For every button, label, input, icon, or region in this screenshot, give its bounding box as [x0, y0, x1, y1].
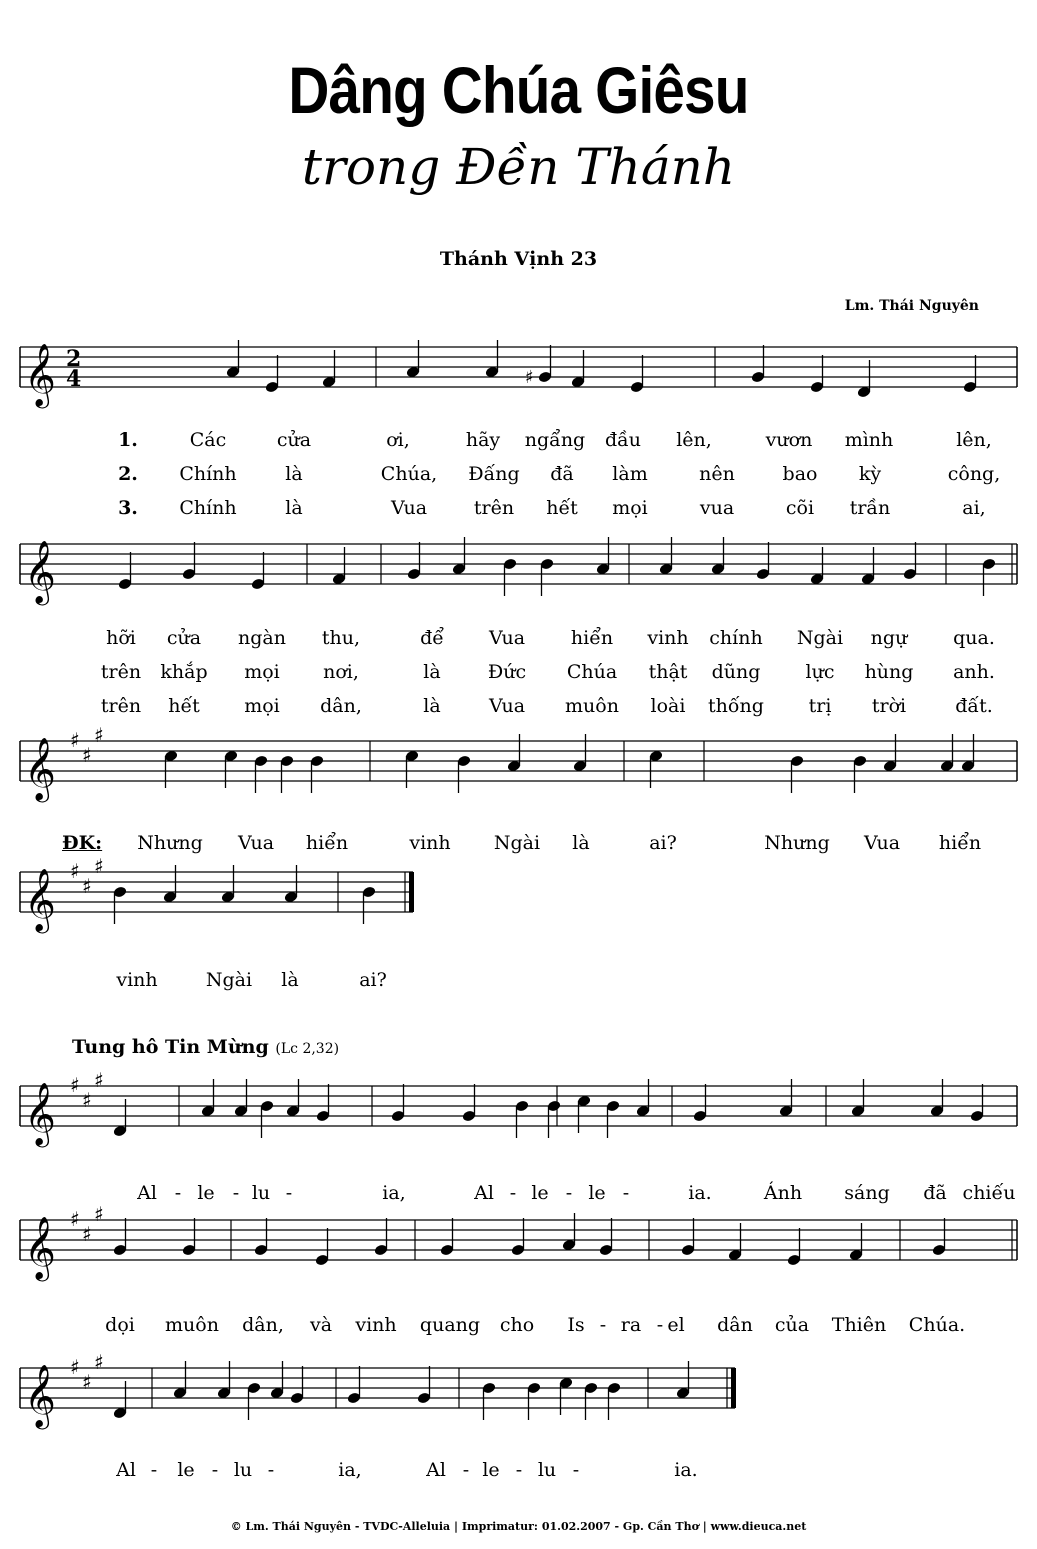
acclamation-line3-word: ia. — [674, 1459, 698, 1481]
acclamation-line2-word: vinh — [355, 1314, 397, 1336]
verse1-line2-word: chính — [709, 627, 763, 649]
verse2-line2-word: dũng — [711, 661, 761, 683]
acclamation-line2-word: dọi — [105, 1314, 135, 1336]
sharp-icon: ♯ — [82, 874, 92, 898]
verse1-line1-word: ơi, — [386, 429, 410, 451]
acclamation-line3-word: lu — [233, 1459, 253, 1481]
acclamation-line1-word: Al — [137, 1182, 157, 1204]
verse1-line1-word: lên, — [676, 429, 712, 451]
sharp-icon: ♯ — [70, 728, 80, 752]
acclamation-line3-word: - — [211, 1459, 219, 1481]
acclamation-line1-word: lu — [251, 1182, 271, 1204]
sharp-icon: ♯ — [70, 1355, 80, 1379]
refrain-label: ĐK: — [62, 832, 103, 854]
staff-system-1 — [0, 317, 1037, 417]
verse2-line2-word: khắp — [160, 661, 208, 683]
verse3-line2-word: hết — [168, 695, 200, 717]
verse1-line1-word: đầu — [604, 429, 642, 451]
refrain-line1-word: Vua — [237, 832, 275, 854]
acclamation-line1-word: le — [197, 1182, 215, 1204]
verse1-line2-word: để — [420, 627, 444, 649]
composer: Lm. Thái Nguyên — [844, 298, 979, 314]
acclamation-line3-word: - — [572, 1459, 580, 1481]
acclamation-line1-word: Al — [474, 1182, 494, 1204]
refrain-line1-word: hiển — [938, 832, 982, 854]
sharp-icon: ♯ — [94, 1350, 104, 1374]
sharp-icon: ♯ — [94, 854, 104, 878]
staff-system-7 — [0, 1338, 1037, 1438]
verse3-line2-word: đất. — [955, 695, 993, 717]
verse1-line2-word: thu, — [321, 627, 361, 649]
acclamation-line3-word: Al — [116, 1459, 136, 1481]
verse2-line1-word: 2. — [118, 463, 138, 485]
sharp-icon: ♯ — [70, 859, 80, 883]
verse2-line1-word: Chúa, — [380, 463, 438, 485]
refrain-line1-word: Nhưng — [764, 832, 830, 854]
verse3-line1-word: ai, — [962, 497, 986, 519]
verse2-line2-word: nơi, — [323, 661, 359, 683]
refrain-line1-word: Vua — [863, 832, 901, 854]
sharp-icon: ♯ — [94, 1202, 104, 1226]
acclamation-line3-word: - — [150, 1459, 158, 1481]
final-barline — [731, 1368, 736, 1408]
verse3-line1-word: Vua — [390, 497, 428, 519]
gospel-acclamation-title: Tung hô Tin Mừng — [72, 1036, 269, 1058]
song-title: Dâng Chúa Giêsu — [288, 53, 749, 127]
refrain-line2-word: Ngài — [205, 969, 253, 991]
treble-clef-icon: 𝄞 — [24, 343, 56, 406]
acclamation-line1-word: sáng — [844, 1182, 890, 1204]
gospel-acclamation-reference: (Lc 2,32) — [275, 1041, 340, 1057]
verse3-line1-word: 3. — [118, 497, 138, 519]
acclamation-line1-word: - — [174, 1182, 182, 1204]
acclamation-line1-word: - — [232, 1182, 240, 1204]
verse1-line2-word: ngự — [870, 627, 908, 649]
acclamation-line3-word: le — [482, 1459, 500, 1481]
acclamation-line2-word: dân — [717, 1314, 753, 1336]
time-signature-bottom: 4 — [66, 366, 82, 392]
acclamation-line1-word: - — [622, 1182, 630, 1204]
sharp-icon: ♯ — [94, 723, 104, 747]
sharp-icon: ♯ — [82, 1370, 92, 1394]
refrain-line1-word: vinh — [409, 832, 451, 854]
acclamation-line3-word: - — [267, 1459, 275, 1481]
verse2-line2-word: Đức — [487, 661, 527, 683]
verse1-line2-word: hiển — [570, 627, 614, 649]
verse2-line2-word: là — [423, 661, 441, 683]
verse1-line1-word: cửa — [276, 429, 312, 451]
acclamation-line1-word: - — [285, 1182, 293, 1204]
acclamation-line2-word: muôn — [165, 1314, 219, 1336]
verse1-line1-word: lên, — [956, 429, 992, 451]
verse2-line1-word: làm — [612, 463, 648, 485]
refrain-line2-word: là — [281, 969, 299, 991]
verse1-line1-word: hãy — [465, 429, 501, 451]
verse2-line1-word: Đấng — [468, 463, 520, 485]
verse2-line2-word: trên — [100, 661, 142, 683]
acclamation-line1-word: đã — [923, 1182, 947, 1204]
gospel-acclamation-heading — [72, 1036, 339, 1058]
acclamation-line2-word: - — [599, 1314, 607, 1336]
acclamation-line2-word: quang — [419, 1314, 481, 1336]
acclamation-line1-word: - — [565, 1182, 573, 1204]
treble-clef-icon: 𝄞 — [24, 1364, 56, 1427]
verse2-line1-word: công, — [947, 463, 1001, 485]
staff-system-6 — [0, 1190, 1037, 1290]
staff-system-5 — [0, 1056, 1037, 1156]
refrain-line1-word: là — [572, 832, 590, 854]
verse3-line2-word: dân, — [320, 695, 362, 717]
verse1-line1-word: mình — [844, 429, 894, 451]
refrain-line2-word: ai? — [359, 969, 387, 991]
treble-clef-icon: 𝄞 — [24, 540, 56, 603]
staff-system-3 — [0, 711, 1037, 811]
verse2-line2-word: mọi — [244, 661, 280, 683]
verse1-line2-word: vinh — [647, 627, 689, 649]
verse3-line2-word: trên — [100, 695, 142, 717]
acclamation-line1-word: - — [509, 1182, 517, 1204]
verse2-line1-word: kỳ — [858, 463, 882, 485]
verse1-line2-word: qua. — [953, 627, 995, 649]
acclamation-line2-word: - — [656, 1314, 664, 1336]
acclamation-line1-word: chiếu — [962, 1182, 1016, 1204]
sharp-icon: ♯ — [82, 743, 92, 767]
verse1-line2-word: cửa — [166, 627, 202, 649]
time-signature-top: 2 — [66, 346, 82, 372]
verse1-line2-word: ngàn — [238, 627, 286, 649]
accidental-sharp-icon: ♯ — [525, 367, 534, 388]
sharp-icon: ♯ — [82, 1222, 92, 1246]
verse3-line1-word: là — [285, 497, 303, 519]
verse2-line2-word: lực — [805, 661, 835, 683]
refrain-line1-word: Nhưng — [137, 832, 203, 854]
verse3-line1-word: trần — [849, 497, 891, 519]
verse2-line1-word: bao — [782, 463, 818, 485]
verse3-line1-word: vua — [699, 497, 735, 519]
verse3-line2-word: trời — [871, 695, 907, 717]
acclamation-line1-word: Ánh — [763, 1182, 803, 1204]
verse1-line2-word: hỡi — [106, 627, 136, 649]
acclamation-line2-word: cho — [499, 1314, 535, 1336]
verse3-line2-word: là — [423, 695, 441, 717]
refrain-line2-word: vinh — [116, 969, 158, 991]
acclamation-line3-word: - — [515, 1459, 523, 1481]
verse1-line1-word: 1. — [118, 429, 138, 451]
refrain-line1-word: ai? — [649, 832, 677, 854]
acclamation-line1-word: le — [531, 1182, 549, 1204]
verse2-line1-word: là — [285, 463, 303, 485]
verse3-line2-word: Vua — [488, 695, 526, 717]
treble-clef-icon: 𝄞 — [24, 1216, 56, 1279]
final-barline — [409, 872, 414, 912]
sharp-icon: ♯ — [82, 1088, 92, 1112]
acclamation-line2-word: Thiên — [831, 1314, 887, 1336]
acclamation-line3-word: lu — [537, 1459, 557, 1481]
acclamation-line2-word: el — [667, 1314, 685, 1336]
sharp-icon: ♯ — [70, 1207, 80, 1231]
verse3-line1-word: mọi — [612, 497, 648, 519]
verse3-line2-word: thống — [708, 695, 764, 717]
psalm-reference: Thánh Vịnh 23 — [439, 248, 598, 270]
acclamation-line3-word: Al — [426, 1459, 446, 1481]
staff-system-4 — [0, 842, 1037, 942]
acclamation-line2-word: ra — [620, 1314, 642, 1336]
verse2-line2-word: anh. — [953, 661, 995, 683]
verse2-line1-word: Chính — [179, 463, 237, 485]
verse2-line1-word: đã — [550, 463, 574, 485]
verse1-line2-word: Vua — [488, 627, 526, 649]
staff-system-2 — [0, 514, 1037, 614]
treble-clef-icon: 𝄞 — [24, 737, 56, 800]
verse2-line2-word: hùng — [864, 661, 914, 683]
verse3-line1-word: Chính — [179, 497, 237, 519]
acclamation-line2-word: và — [309, 1314, 333, 1336]
treble-clef-icon: 𝄞 — [24, 868, 56, 931]
acclamation-line1-word: ia. — [688, 1182, 712, 1204]
acclamation-line3-word: ia, — [338, 1459, 362, 1481]
verse3-line1-word: hết — [546, 497, 578, 519]
sharp-icon: ♯ — [70, 1073, 80, 1097]
verse2-line2-word: Chúa — [566, 661, 618, 683]
acclamation-line3-word: - — [462, 1459, 470, 1481]
acclamation-line1-word: le — [588, 1182, 606, 1204]
refrain-line1-word: Ngài — [493, 832, 541, 854]
song-subtitle: trong Đền Thánh — [301, 138, 736, 196]
verse3-line2-word: loài — [650, 695, 686, 717]
verse3-line1-word: cõi — [785, 497, 815, 519]
verse1-line2-word: Ngài — [796, 627, 844, 649]
acclamation-line2-word: Is — [567, 1314, 585, 1336]
verse1-line1-word: ngẩng — [524, 429, 586, 451]
verse2-line1-word: nên — [699, 463, 735, 485]
verse3-line2-word: trị — [808, 695, 832, 717]
acclamation-line3-word: le — [177, 1459, 195, 1481]
verse3-line1-word: trên — [473, 497, 515, 519]
verse2-line2-word: thật — [648, 661, 688, 683]
verse3-line2-word: mọi — [244, 695, 280, 717]
refrain-line1-word: hiển — [305, 832, 349, 854]
acclamation-line2-word: của — [774, 1314, 810, 1336]
acclamation-line2-word: Chúa. — [908, 1314, 966, 1336]
acclamation-line2-word: dân, — [242, 1314, 284, 1336]
acclamation-line1-word: ia, — [382, 1182, 406, 1204]
verse1-line1-word: vươn — [765, 429, 813, 451]
treble-clef-icon: 𝄞 — [24, 1082, 56, 1145]
footer: © Lm. Thái Nguyên - TVDC-Alleluia | Imprimatur: 01.02.2007 - Gp. Cần Thơ | www.dieuca.net — [230, 1520, 807, 1533]
verse1-line1-word: Các — [189, 429, 227, 451]
verse3-line2-word: muôn — [565, 695, 619, 717]
sharp-icon: ♯ — [94, 1068, 104, 1092]
